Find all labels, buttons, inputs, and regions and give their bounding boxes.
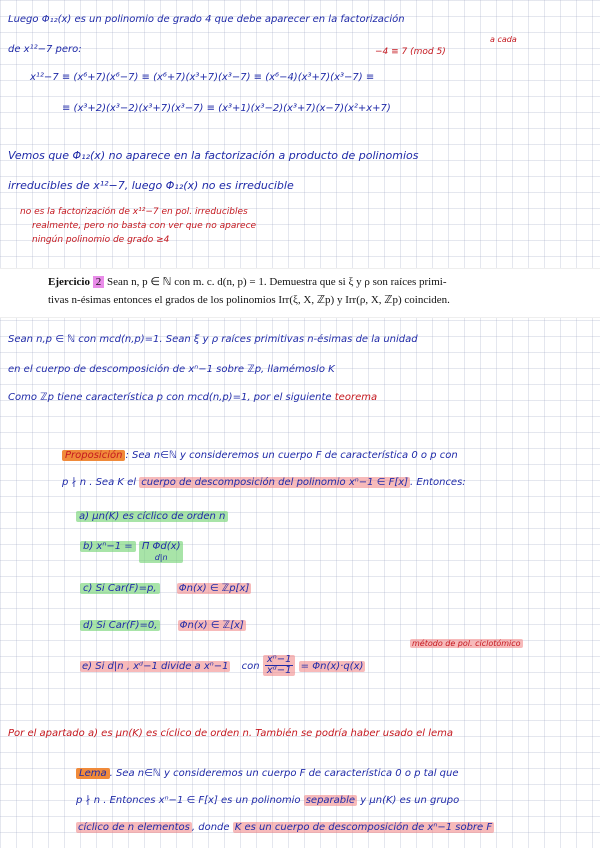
item-e — [80, 655, 365, 676]
text-segment: y μn(K) es un grupo — [360, 795, 460, 806]
annotation — [410, 640, 523, 649]
proposition-line-2 — [62, 477, 466, 488]
text-segment: . Sea n∈ℕ y consideremos un cuerpo F de característica 0 o p tal que — [109, 768, 459, 779]
highlight: b) xⁿ−1 = — [80, 541, 136, 552]
highlight: = Φn(x)·q(x) — [300, 660, 364, 672]
text-line — [8, 392, 377, 403]
denominator: xᵈ−1 — [266, 665, 292, 676]
exercise-label: Ejercicio — [48, 276, 90, 288]
equation-line: x¹²−7 ≡ (x⁶+7)(x⁶−7) ≡ (x⁶+7)(x³+7)(x³−7) ≡ (x⁶−4)(x³+7)(x³−7) ≡ — [30, 72, 375, 83]
item-b — [80, 541, 183, 563]
text-line: irreducibles de x¹²−7, luego Φ₁₂(x) no es irreducible — [8, 179, 294, 192]
product-formula — [139, 541, 184, 563]
text-segment: . Entonces: — [410, 477, 466, 488]
highlight: c) Si Car(F)=p, — [80, 583, 160, 594]
text-line: de x¹²−7 pero: — [8, 44, 82, 55]
highlight: cuerpo de descomposición del polinomio xⁿ−1 ∈ F[x] — [141, 477, 409, 488]
numerator: xⁿ−1 — [266, 654, 292, 665]
subscript: d|n — [154, 553, 168, 562]
item-c — [80, 583, 251, 594]
lemma-link: lema — [428, 728, 454, 739]
text-segment: Como ℤp tiene característica p con mcd(n,p)=1, por el siguiente — [8, 392, 332, 403]
item-a — [76, 511, 228, 522]
proposition-line-1 — [62, 450, 458, 461]
text-segment: p ∤ n . Entonces xⁿ−1 ∈ F[x] es un polinomio — [76, 795, 301, 806]
text-line — [8, 728, 453, 739]
text-segment: Por el apartado a) es μn(K) es cíclico de orden n. También se podría haber usado el — [8, 728, 426, 739]
exercise-number: 2 — [93, 276, 105, 288]
theorem-link: teorema — [334, 392, 378, 403]
annotation: realmente, pero no basta con ver que no aparece — [32, 221, 257, 231]
lemma-line-2 — [76, 795, 459, 806]
text-segment: Π Φd(x) — [141, 541, 181, 552]
equation-line: ≡ (x³+2)(x³−2)(x³+7)(x³−7) ≡ (x³+1)(x³−2)(x³+7)(x−7)(x²+x+7) — [62, 103, 391, 114]
text-segment: p ∤ n . Sea K el — [62, 477, 137, 488]
annotation: a cada — [490, 35, 517, 44]
annotation: ningún polinomio de grado ≥4 — [32, 235, 170, 245]
highlight: e) Si d|n , xᵈ−1 divide a xⁿ−1 — [82, 660, 229, 672]
item-d — [80, 620, 246, 631]
annotation: −4 ≡ 7 (mod 5) — [375, 47, 446, 57]
exercise-line-2: tivas n-ésimas entonces el grados de los polinomios Irr(ξ, X, ℤp) y Irr(ρ, X, ℤp) coinciden. — [48, 294, 450, 306]
text-segment: con — [241, 660, 260, 672]
annotation: no es la factorización de x¹²−7 en pol. irreducibles — [20, 207, 248, 217]
proposition-label: Proposición — [62, 450, 125, 461]
highlight: separable — [305, 795, 356, 806]
highlight: K es un cuerpo de descomposición de xⁿ−1 sobre F — [234, 822, 493, 833]
text-segment: : Sea n∈ℕ y consideremos un cuerpo F de característica 0 o p con — [125, 450, 458, 461]
lemma-line-1 — [76, 768, 459, 779]
exercise-box — [0, 268, 600, 318]
text-line: Vemos que Φ₁₂(x) no aparece en la factorización a producto de polinomios — [8, 149, 419, 162]
text-line: Luego Φ₁₂(x) es un polinomio de grado 4 que debe aparecer en la factorización — [8, 14, 405, 25]
lemma-line-3 — [76, 822, 494, 833]
fraction — [263, 655, 296, 676]
exercise-line-1 — [48, 275, 447, 288]
highlight: a) μn(K) es cíclico de orden n — [76, 511, 228, 522]
text-segment: , donde — [191, 822, 230, 833]
highlight: cíclico de n elementos — [78, 822, 190, 833]
highlight: Φn(x) ∈ ℤp[x] — [178, 583, 250, 594]
highlight: d) Si Car(F)=0, — [80, 620, 160, 631]
highlight: método de pol. ciclotómico — [412, 639, 521, 648]
text-line: Sean n,p ∈ ℕ con mcd(n,p)=1. Sean ξ y ρ raíces primitivas n-ésimas de la unidad — [8, 334, 418, 345]
exercise-text: Sean n, p ∈ ℕ con m. c. d(n, p) = 1. Demuestra que si ξ y ρ son raíces primi- — [106, 276, 447, 288]
text-line: en el cuerpo de descomposición de xⁿ−1 sobre ℤp, llamémoslo K — [8, 364, 335, 375]
lemma-label: Lema — [76, 768, 110, 779]
highlight: Φn(x) ∈ ℤ[x] — [179, 620, 244, 631]
